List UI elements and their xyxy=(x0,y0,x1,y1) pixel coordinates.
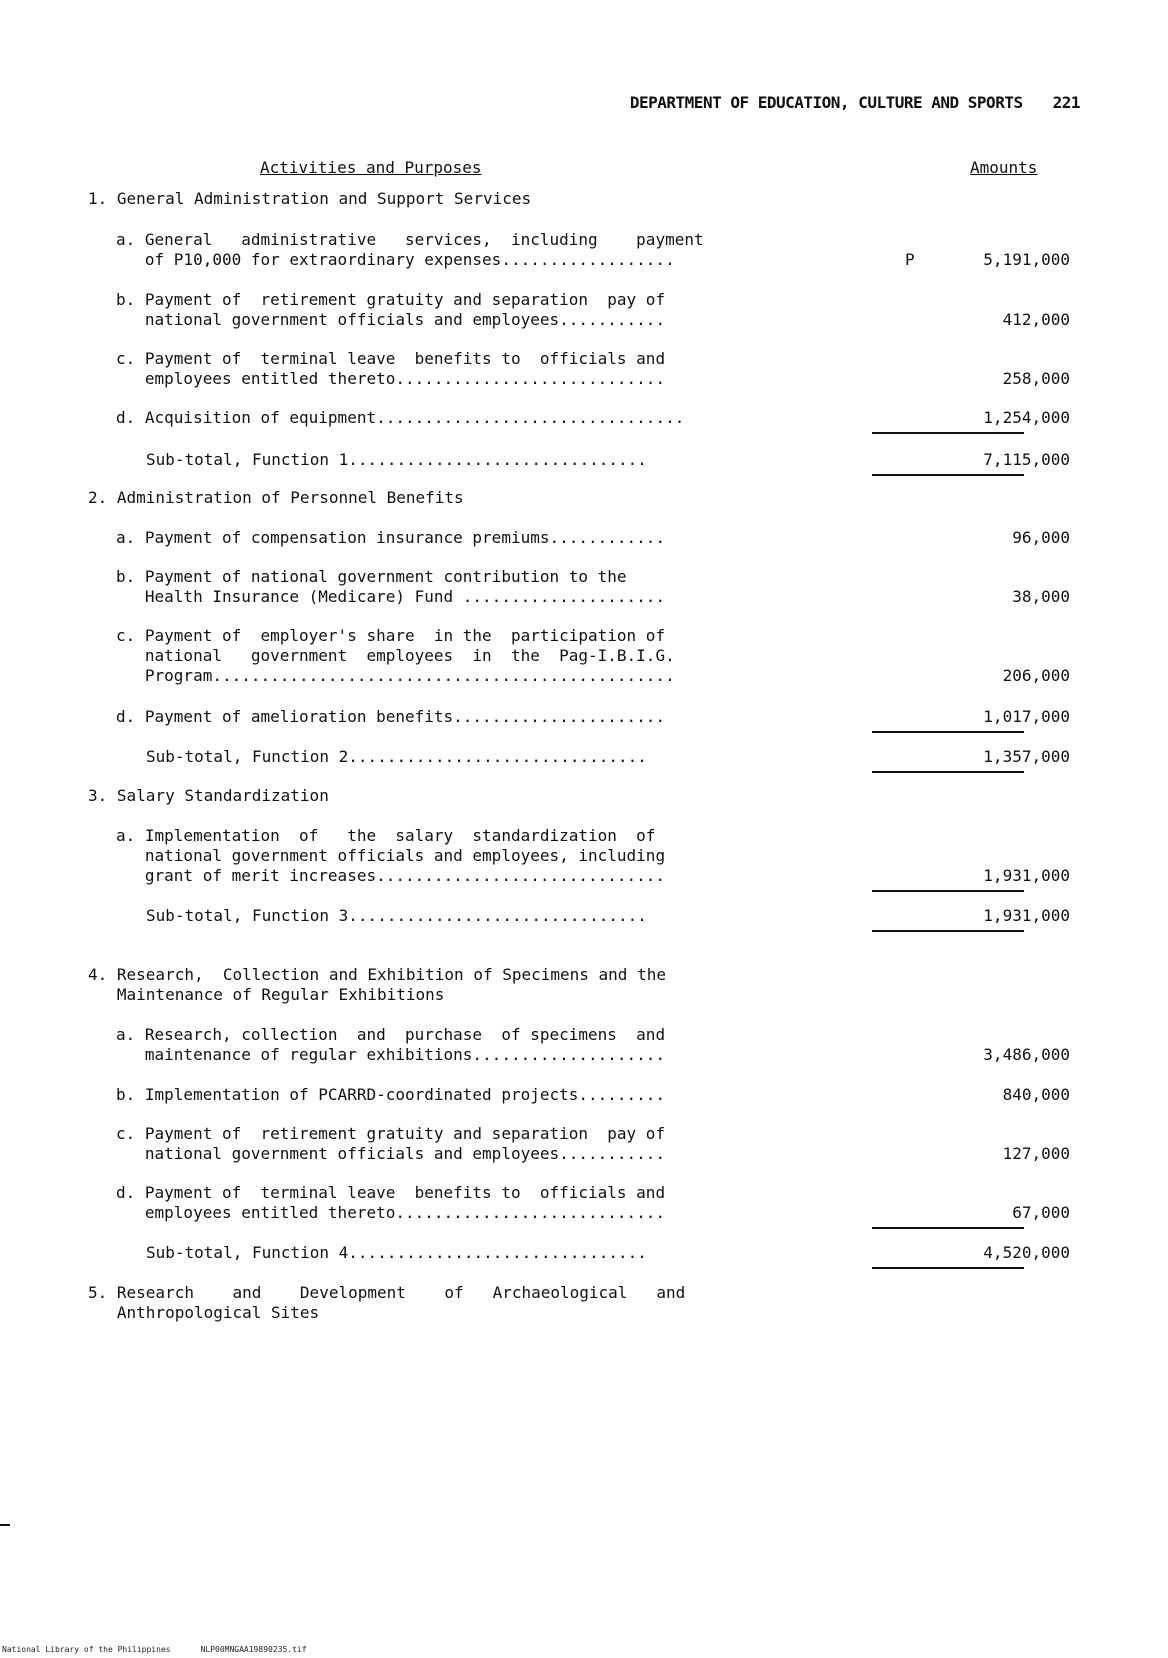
item-text: grant of merit increases.............................. xyxy=(116,866,666,885)
item-text: national government officials and employees........... xyxy=(116,1144,666,1163)
item-amount: 1,017,000 xyxy=(983,707,1070,726)
subtotal-label: Sub-total, Function 4............................... xyxy=(146,1243,647,1262)
item-text: b. Implementation of PCARRD-coordinated projects......... xyxy=(116,1085,666,1104)
item-text: Health Insurance (Medicare) Fund ..................... xyxy=(116,587,666,606)
total-rule xyxy=(872,1267,1024,1269)
item-amount: 3,486,000 xyxy=(983,1045,1070,1064)
scan-footer xyxy=(2,1645,307,1654)
item-text: d. Payment of terminal leave benefits to officials and xyxy=(116,1183,666,1202)
subtotal-amount: 4,520,000 xyxy=(983,1243,1070,1262)
subtotal-rule xyxy=(872,890,1024,892)
item-text: b. Payment of retirement gratuity and separation pay of xyxy=(116,290,666,309)
item-text: national government officials and employees, including xyxy=(116,846,666,865)
function-title: 5. Research and Development of Archaeological and xyxy=(88,1283,686,1302)
item-text: of P10,000 for extraordinary expenses.................. xyxy=(116,250,675,269)
page-number: 221 xyxy=(1052,93,1080,112)
item-text: d. Payment of amelioration benefits...................... xyxy=(116,707,666,726)
item-text: employees entitled thereto............................ xyxy=(116,1203,666,1222)
subtotal-amount: 1,357,000 xyxy=(983,747,1070,766)
item-text: a. Research, collection and purchase of specimens and xyxy=(116,1025,666,1044)
item-text: national government employees in the Pag-I.B.I.G. xyxy=(116,646,675,665)
subtotal-rule xyxy=(872,731,1024,733)
file-name: NLP00MNGAA19890235.tif xyxy=(200,1645,307,1654)
function-title: 4. Research, Collection and Exhibition of Specimens and the xyxy=(88,965,666,984)
subtotal-amount: 7,115,000 xyxy=(983,450,1070,469)
item-text: c. Payment of retirement gratuity and separation pay of xyxy=(116,1124,666,1143)
item-amount: 127,000 xyxy=(1002,1144,1070,1163)
item-amount: 258,000 xyxy=(1002,369,1070,388)
item-text: a. Implementation of the salary standardization of xyxy=(116,826,656,845)
item-text: c. Payment of terminal leave benefits to officials and xyxy=(116,349,666,368)
subtotal-label: Sub-total, Function 2............................... xyxy=(146,747,647,766)
function-title: 3. Salary Standardization xyxy=(88,786,329,805)
item-text: d. Acquisition of equipment................................ xyxy=(116,408,685,427)
total-rule xyxy=(872,474,1024,476)
item-amount: 1,931,000 xyxy=(983,866,1070,885)
item-text: a. Payment of compensation insurance premiums............ xyxy=(116,528,666,547)
total-rule xyxy=(872,930,1024,932)
amounts-column-heading: Amounts xyxy=(970,158,1038,177)
item-text: national government officials and employees........... xyxy=(116,310,666,329)
item-amount: 5,191,000 xyxy=(983,250,1070,269)
item-text: c. Payment of employer's share in the participation of xyxy=(116,626,666,645)
item-amount: 840,000 xyxy=(1002,1085,1070,1104)
item-amount: 38,000 xyxy=(1012,587,1070,606)
subtotal-amount: 1,931,000 xyxy=(983,906,1070,925)
function-title: Maintenance of Regular Exhibitions xyxy=(88,985,445,1004)
activities-column-heading: Activities and Purposes xyxy=(260,158,482,177)
currency-symbol: P xyxy=(905,250,915,269)
scan-margin-mark xyxy=(0,1524,10,1526)
item-amount: 206,000 xyxy=(1002,666,1070,685)
item-text: b. Payment of national government contribution to the xyxy=(116,567,627,586)
subtotal-label: Sub-total, Function 3............................... xyxy=(146,906,647,925)
item-text: employees entitled thereto............................ xyxy=(116,369,666,388)
function-title: Anthropological Sites xyxy=(88,1303,320,1322)
function-title: 2. Administration of Personnel Benefits xyxy=(88,488,464,507)
subtotal-rule xyxy=(872,432,1024,434)
item-amount: 67,000 xyxy=(1012,1203,1070,1222)
item-text: Program................................................ xyxy=(116,666,675,685)
item-text: maintenance of regular exhibitions.................... xyxy=(116,1045,666,1064)
library-credit: National Library of the Philippines xyxy=(2,1645,171,1654)
item-text: a. General administrative services, including payment xyxy=(116,230,704,249)
subtotal-label: Sub-total, Function 1............................... xyxy=(146,450,647,469)
subtotal-rule xyxy=(872,1227,1024,1229)
department-title: DEPARTMENT OF EDUCATION, CULTURE AND SPORTS xyxy=(629,93,1023,112)
item-amount: 96,000 xyxy=(1012,528,1070,547)
function-title: 1. General Administration and Support Services xyxy=(88,189,532,208)
total-rule xyxy=(872,771,1024,773)
item-amount: 1,254,000 xyxy=(983,408,1070,427)
item-amount: 412,000 xyxy=(1002,310,1070,329)
page-header xyxy=(540,93,1080,112)
